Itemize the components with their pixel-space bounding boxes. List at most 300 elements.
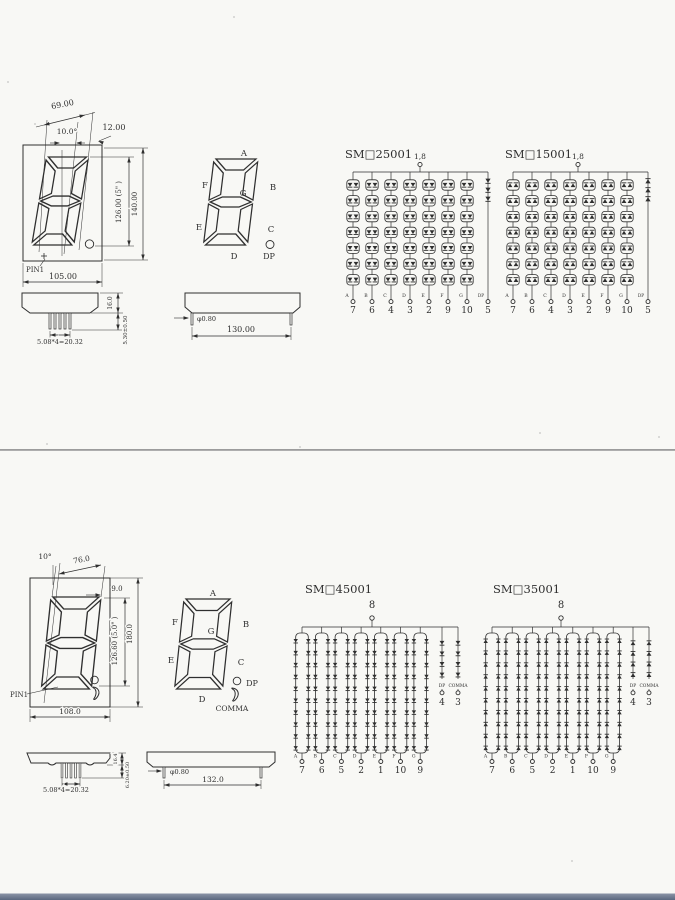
diode-icon	[306, 722, 310, 726]
diode-icon	[385, 710, 389, 714]
diode-cell	[347, 196, 359, 206]
pin-number: 3	[407, 306, 413, 316]
diode-icon	[577, 723, 581, 727]
diode-icon	[647, 641, 652, 645]
diode-icon	[372, 663, 376, 667]
diode-icon	[544, 663, 548, 667]
pin-number: 6	[369, 306, 375, 316]
segment-label-e: E	[195, 223, 203, 233]
diode-icon	[424, 278, 429, 282]
pin-number: 10	[621, 306, 633, 316]
diode-icon	[412, 699, 416, 703]
diode-icon	[504, 711, 508, 715]
dim-label: 5.08*4=20.32	[43, 786, 89, 794]
diode-icon	[565, 247, 570, 251]
pin-terminal	[465, 300, 469, 304]
diode-icon	[449, 214, 454, 218]
diode-icon	[354, 278, 359, 282]
diode-cell	[385, 211, 397, 221]
diode-icon	[333, 663, 337, 667]
diode-icon	[456, 641, 461, 645]
pin-number: 5	[529, 766, 536, 776]
diode-icon	[354, 214, 359, 218]
diode-icon	[557, 639, 561, 643]
diode-cell	[507, 243, 519, 253]
dim-label: 126.60 (5.0" )	[111, 616, 119, 666]
diode-icon	[585, 663, 589, 667]
pin-number: 3	[455, 698, 461, 708]
pin-terminal	[446, 300, 450, 304]
diode-cell	[423, 211, 435, 221]
dim-arrow-icon	[123, 681, 126, 687]
diode-icon	[326, 722, 330, 726]
diode-icon	[385, 746, 389, 750]
diode-icon	[367, 214, 372, 218]
diode-icon	[353, 639, 357, 643]
diode-icon	[485, 188, 490, 192]
segment-shape	[179, 602, 195, 642]
diode-icon	[514, 231, 519, 235]
diode-icon	[412, 734, 416, 738]
diode-icon	[484, 711, 488, 715]
dim-label: 140.00	[131, 191, 139, 217]
diode-icon	[597, 651, 601, 655]
diode-icon	[346, 722, 350, 726]
diode-cell	[507, 180, 519, 190]
diode-cell	[347, 211, 359, 221]
diode-icon	[631, 663, 636, 667]
pin-terminal	[351, 300, 355, 304]
diode-icon	[353, 663, 357, 667]
diode-icon	[628, 199, 633, 203]
diode-icon	[313, 687, 317, 691]
diode-icon	[294, 722, 298, 726]
segment-label-f: F	[172, 618, 178, 628]
circuit-sm35001	[483, 582, 660, 776]
diode-icon	[514, 183, 519, 187]
diode-icon	[306, 651, 310, 655]
drawing-line	[59, 565, 101, 574]
segment-shape	[185, 599, 230, 611]
diode-icon	[597, 699, 601, 703]
lead-pin	[260, 767, 262, 778]
diode-icon	[645, 197, 650, 201]
seven-segment-digit	[41, 597, 101, 689]
diode-icon	[603, 199, 608, 203]
diode-icon	[468, 183, 473, 187]
diode-icon	[373, 262, 378, 266]
dim-label: φ0.80	[170, 768, 190, 776]
diode-icon	[537, 723, 541, 727]
diode-icon	[392, 278, 397, 282]
diode-icon	[354, 246, 359, 250]
pin-terminal	[571, 760, 575, 764]
pin-number: 9	[610, 766, 617, 776]
pin-terminal	[606, 300, 610, 304]
diode-icon	[622, 215, 627, 219]
diode-icon	[405, 214, 410, 218]
diode-icon	[564, 723, 568, 727]
diode-icon	[544, 687, 548, 691]
lead-pin	[75, 763, 77, 778]
diode-icon	[443, 214, 448, 218]
segment-letter: B	[524, 294, 528, 299]
diode-icon	[609, 215, 614, 219]
diode-cell	[404, 180, 416, 190]
segment-letter: B	[504, 754, 508, 760]
diode-icon	[326, 675, 330, 679]
diode-icon	[405, 199, 410, 203]
diode-icon	[516, 639, 520, 643]
segment-letter: E	[421, 294, 425, 299]
diode-icon	[590, 199, 595, 203]
diode-icon	[577, 735, 581, 739]
drawing-line	[79, 112, 93, 250]
pin-number: 3	[567, 306, 573, 316]
diode-icon	[353, 699, 357, 703]
diode-icon	[597, 747, 601, 751]
diode-cell	[347, 243, 359, 253]
diode-icon	[496, 663, 500, 667]
lead-pin	[79, 763, 81, 778]
diode-icon	[571, 231, 576, 235]
diode-icon	[544, 711, 548, 715]
pin-terminal	[440, 691, 444, 695]
diode-icon	[516, 687, 520, 691]
top-segment-diagram	[196, 149, 276, 262]
diode-icon	[496, 699, 500, 703]
diode-icon	[333, 722, 337, 726]
diode-icon	[313, 675, 317, 679]
dim-arrow-icon	[123, 598, 126, 604]
diode-cell	[366, 243, 378, 253]
diode-icon	[430, 278, 435, 282]
pin-terminal	[530, 760, 534, 764]
pin-terminal	[510, 760, 514, 764]
segment-label-g: G	[207, 627, 215, 637]
segment-label-dp: DP	[263, 252, 275, 261]
pin-number: 2	[358, 766, 364, 776]
diode-icon	[326, 710, 330, 714]
diode-icon	[346, 687, 350, 691]
pin-number: 3	[646, 698, 652, 708]
diode-cell	[404, 227, 416, 237]
diode-cell	[602, 180, 614, 190]
lead-pin	[191, 313, 193, 325]
diode-icon	[631, 673, 636, 677]
diode-cell	[564, 227, 576, 237]
diode-icon	[405, 699, 409, 703]
diode-cell	[461, 196, 473, 206]
diode-cell	[507, 211, 519, 221]
diode-icon	[353, 675, 357, 679]
circuit-sm45001	[293, 582, 469, 776]
diode-icon	[353, 734, 357, 738]
diode-icon	[524, 639, 528, 643]
diode-icon	[617, 639, 621, 643]
diode-icon	[603, 247, 608, 251]
dim-label: 5.08*4=20.32	[37, 338, 83, 346]
segment-letter: DP	[438, 684, 446, 689]
diode-icon	[564, 699, 568, 703]
diode-icon	[537, 639, 541, 643]
diode-icon	[365, 687, 369, 691]
diode-cell	[423, 275, 435, 285]
diode-icon	[508, 183, 513, 187]
diode-cell	[545, 259, 557, 269]
diode-icon	[524, 651, 528, 655]
diode-icon	[392, 183, 397, 187]
diode-icon	[348, 230, 353, 234]
diode-icon	[294, 675, 298, 679]
diode-icon	[622, 183, 627, 187]
diode-cell	[423, 259, 435, 269]
diode-icon	[524, 699, 528, 703]
diode-icon	[585, 687, 589, 691]
diode-icon	[597, 639, 601, 643]
segment-letter: D	[562, 294, 566, 299]
body-outline	[185, 293, 300, 313]
diode-icon	[313, 722, 317, 726]
circuit-sm25001	[344, 147, 491, 316]
diode-icon	[516, 651, 520, 655]
diode-cell	[442, 259, 454, 269]
diode-icon	[430, 199, 435, 203]
diode-icon	[326, 734, 330, 738]
diode-icon	[544, 639, 548, 643]
diode-icon	[516, 675, 520, 679]
speckle	[658, 436, 660, 438]
diode-icon	[524, 663, 528, 667]
segment-letter: A	[293, 754, 298, 760]
diode-icon	[577, 699, 581, 703]
diode-icon	[306, 746, 310, 750]
pin-terminal	[418, 162, 422, 166]
drawing-line	[85, 113, 95, 116]
segment-letter: DP	[637, 293, 645, 298]
diode-icon	[405, 278, 410, 282]
segment-letter: D	[402, 294, 406, 299]
diode-icon	[440, 651, 445, 655]
diode-icon	[372, 651, 376, 655]
pin-terminal	[359, 760, 363, 764]
segment-label-dp: DP	[246, 679, 258, 688]
diode-icon	[346, 734, 350, 738]
diode-icon	[373, 278, 378, 282]
diode-icon	[585, 723, 589, 727]
dim-arrow-icon	[157, 769, 163, 772]
diode-cell	[621, 196, 633, 206]
dim-arrow-icon	[286, 334, 292, 337]
diode-icon	[571, 262, 576, 266]
diode-icon	[443, 199, 448, 203]
diode-cell	[583, 243, 595, 253]
diode-icon	[565, 262, 570, 266]
circuit-title: SM□15001	[505, 147, 573, 161]
diode-icon	[386, 183, 391, 187]
comma-shape	[232, 688, 238, 701]
diode-icon	[603, 215, 608, 219]
pin-terminal	[568, 300, 572, 304]
dim-arrow-icon	[116, 325, 119, 331]
dim-label: 130.00	[227, 325, 255, 334]
diode-icon	[440, 641, 445, 645]
diode-icon	[544, 723, 548, 727]
diode-icon	[385, 687, 389, 691]
diode-icon	[392, 710, 396, 714]
diode-icon	[405, 663, 409, 667]
diode-icon	[346, 663, 350, 667]
diode-cell	[545, 227, 557, 237]
diode-icon	[326, 699, 330, 703]
diode-icon	[527, 262, 532, 266]
diode-icon	[333, 651, 337, 655]
diode-icon	[564, 663, 568, 667]
diode-icon	[552, 215, 557, 219]
diode-icon	[354, 262, 359, 266]
pin-number: 10	[394, 766, 407, 776]
diode-cell	[385, 180, 397, 190]
diode-cell	[602, 243, 614, 253]
diode-icon	[365, 722, 369, 726]
diode-icon	[514, 262, 519, 266]
diode-icon	[346, 639, 350, 643]
dim-label: 10°	[38, 552, 52, 561]
diode-icon	[424, 230, 429, 234]
diode-cell	[526, 211, 538, 221]
diode-icon	[412, 675, 416, 679]
pin-number: 4	[548, 306, 554, 316]
diode-icon	[557, 651, 561, 655]
segment-letter: B	[313, 754, 317, 760]
diode-icon	[424, 699, 428, 703]
body-outline	[27, 753, 110, 765]
diode-cell	[526, 227, 538, 237]
diode-cell	[602, 227, 614, 237]
diode-icon	[372, 639, 376, 643]
diode-icon	[385, 639, 389, 643]
pin-terminal	[300, 760, 304, 764]
diode-icon	[468, 230, 473, 234]
diode-cell	[621, 275, 633, 285]
diode-icon	[424, 710, 428, 714]
diode-icon	[484, 723, 488, 727]
diode-icon	[565, 231, 570, 235]
diode-icon	[385, 675, 389, 679]
diode-icon	[537, 663, 541, 667]
diode-cell	[366, 275, 378, 285]
diode-icon	[443, 183, 448, 187]
dim-label: 108.0	[59, 707, 81, 716]
comma-shape	[93, 687, 99, 699]
diode-icon	[313, 734, 317, 738]
pin-number: 4	[388, 306, 394, 316]
diode-icon	[577, 639, 581, 643]
diode-icon	[557, 711, 561, 715]
pin-number: 10	[587, 766, 599, 776]
diode-icon	[504, 747, 508, 751]
diode-icon	[411, 246, 416, 250]
diode-icon	[468, 214, 473, 218]
segment-letter: D	[544, 754, 548, 760]
diode-icon	[585, 675, 589, 679]
diode-icon	[373, 246, 378, 250]
diode-cell	[442, 211, 454, 221]
diode-icon	[468, 199, 473, 203]
diode-cell	[347, 275, 359, 285]
segment-letter: G	[604, 754, 609, 760]
segment-letter: DP	[477, 293, 485, 298]
diode-icon	[631, 641, 636, 645]
drawing-line	[36, 125, 44, 127]
diode-icon	[603, 278, 608, 282]
diode-cell	[621, 211, 633, 221]
diode-cell	[602, 275, 614, 285]
diode-icon	[373, 214, 378, 218]
diode-icon	[609, 199, 614, 203]
diode-cell	[545, 196, 557, 206]
pin-terminal	[408, 300, 412, 304]
pin-number: 4	[630, 698, 636, 708]
pin-number: 1	[569, 766, 576, 776]
diode-icon	[504, 699, 508, 703]
dim-arrow-icon	[116, 313, 119, 319]
diode-icon	[392, 687, 396, 691]
pin-terminal	[389, 300, 393, 304]
segment-letter: F	[600, 294, 604, 299]
dim-arrow-icon	[96, 593, 102, 596]
diode-icon	[524, 747, 528, 751]
dim-arrow-icon	[105, 715, 111, 718]
diode-icon	[333, 710, 337, 714]
pin-terminal	[551, 760, 555, 764]
diode-icon	[333, 687, 337, 691]
segment-label-b: B	[269, 183, 277, 193]
diode-icon	[552, 183, 557, 187]
diode-icon	[533, 278, 538, 282]
diode-icon	[468, 278, 473, 282]
diode-icon	[565, 183, 570, 187]
diode-icon	[326, 651, 330, 655]
diode-icon	[412, 639, 416, 643]
dim-label: 10.0°	[56, 127, 78, 136]
diode-icon	[346, 699, 350, 703]
speckle	[539, 432, 541, 434]
diode-icon	[354, 183, 359, 187]
dim-label: 180.0	[126, 623, 134, 645]
diode-icon	[537, 699, 541, 703]
diode-icon	[484, 699, 488, 703]
diode-icon	[484, 747, 488, 751]
top-side-view	[22, 293, 129, 346]
diode-icon	[590, 262, 595, 266]
diode-icon	[597, 675, 601, 679]
diode-icon	[367, 278, 372, 282]
diode-icon	[294, 651, 298, 655]
diode-icon	[527, 199, 532, 203]
segment-letter: E	[372, 754, 376, 760]
diode-icon	[424, 199, 429, 203]
diode-cell	[564, 211, 576, 221]
diode-icon	[484, 687, 488, 691]
drawing-line	[40, 259, 45, 266]
diode-icon	[424, 651, 428, 655]
drawing-line	[44, 115, 85, 125]
pin-number: 7	[510, 306, 516, 316]
pin-terminal	[549, 300, 553, 304]
diode-cell	[526, 243, 538, 253]
segment-letter: A	[483, 754, 488, 760]
